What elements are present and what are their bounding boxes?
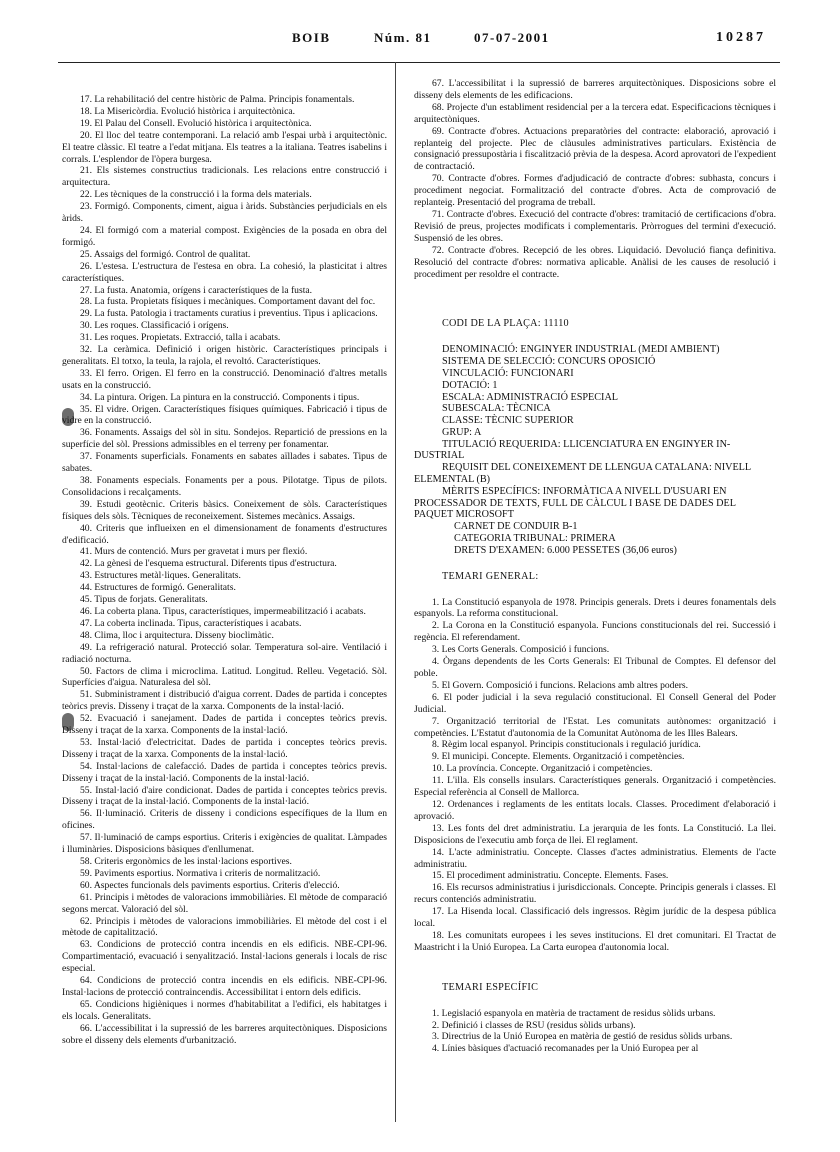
- plaza-detail-line: MÈRITS ESPECÍFICS: INFORMÀTICA A NIVELL D'USUARI EN: [442, 485, 727, 497]
- topic-item: 46. La coberta plana. Tipus, característiques, impermeabilització i acabats.: [80, 605, 366, 617]
- topic-item: 12. Ordenances i reglaments de les entitats locals. Classes. Procediment d'elaboració i aprovació.: [414, 798, 776, 822]
- plaza-detail-line: SISTEMA DE SELECCIÓ: CONCURS OPOSICIÓ: [442, 356, 656, 368]
- topic-item: 17. La Hisenda local. Classificació dels ingressos. Règim jurídic de la despesa pública local.: [414, 906, 776, 930]
- topic-item: 1. Legislació espanyola en matèria de tractament de residus sòlids urbans.: [432, 1007, 716, 1019]
- topic-item: 7. Organització territorial de l'Estat. Les comunitats autònomes: organització i competències. L'Estatut d'autonomia de la Comunitat Autònoma de les Illes Balears.: [414, 715, 776, 739]
- topic-item: 30. Les roques. Classificació i orígens.: [80, 320, 229, 332]
- topic-item: 18. Les comunitats europees i les seves institucions. El dret comunitari. El Tractat de Maastricht i la Unió Europea. La Carta europea d'autonomia local.: [414, 929, 776, 953]
- issue-date: 07-07-2001: [474, 30, 550, 45]
- topic-item: 13. Les fonts del dret administratiu. La jerarquia de les fonts. La Constitució. La llei. Disposicions de l'executiu amb força de llei. El reglament.: [414, 822, 776, 846]
- topic-item: 55. Instal·lació d'aire condicionat. Dades de partida i conceptes teòrics previs. Disseny i traçat de la instal·lació. Components de la instal·lació.: [62, 784, 387, 808]
- topic-item: 44. Estructures de formigó. Generalitats.: [80, 582, 236, 594]
- topic-item: 25. Assaigs del formigó. Control de qualitat.: [80, 248, 251, 260]
- plaza-detail-line: VINCULACIÓ: FUNCIONARI: [442, 367, 574, 379]
- topic-item: 63. Condicions de protecció contra incendis en els edificis. NBE-CPI-96. Compartimentació, evacuació i senyalització. Instal·lacions generals i locals de risc especial.: [62, 939, 387, 975]
- topic-item: 45. Tipus de forjats. Generalitats.: [80, 594, 208, 606]
- temari-especific-list: [414, 1008, 776, 1056]
- topic-item: 18. La Misericòrdia. Evolució històrica i arquitectònica.: [80, 105, 295, 117]
- topic-item: 15. El procediment administratiu. Concepte. Elements. Fases.: [432, 870, 669, 882]
- topic-item: 68. Projecte d'un establiment residencial per a la tercera edat. Especificacions tècniques i arquitectòniques.: [414, 101, 776, 125]
- plaza-detail-line: CARNET DE CONDUIR B-1: [454, 521, 578, 533]
- topic-item: 32. La ceràmica. Definició i origen històric. Característiques principals i generalitats. El totxo, la teula, la rajola, el revoltó. Característiques.: [62, 344, 387, 367]
- header-rule: [58, 62, 780, 63]
- topic-item: 61. Principis i mètodes de valoracions immobiliàries. El mètode de comparació segons mercat. Valoració del sòl.: [62, 891, 387, 915]
- topic-item: 26. L'estesa. L'estructura de l'estesa en obra. La cohesió, la plasticitat i altres característiques.: [62, 260, 387, 284]
- topic-item: 2. La Corona en la Constitució espanyola. Funcions constitucionals del rei. Successió i regència. El referendament.: [414, 620, 776, 644]
- topic-item: 10. La província. Concepte. Organització i competències.: [432, 763, 653, 775]
- plaza-detail-line: GRUP: A: [442, 426, 482, 438]
- topic-item: 33. El ferro. Origen. El ferro en la construcció. Denominació d'altres metalls usats en la construcció.: [62, 367, 387, 391]
- topic-item: 31. Les roques. Propietats. Extracció, talla i acabats.: [80, 332, 281, 344]
- topic-item: 42. La gènesi de l'esquema estructural. Diferents tipus d'estructura.: [80, 558, 337, 570]
- plaza-detail-line: TITULACIÓ REQUERIDA: LLICENCIATURA EN ENGINYER IN-: [442, 438, 731, 450]
- topic-item: 11. L'illa. Els consells insulars. Característiques generals. Organització i competències. Especial referència al Consell de Mallorca.: [414, 775, 776, 799]
- topic-list-continued: [414, 78, 776, 280]
- topic-item: 9. El municipi. Concepte. Elements. Organització i competències.: [432, 751, 685, 763]
- topic-item: 2. Definició i classes de RSU (residus sòlids urbans).: [432, 1019, 636, 1031]
- plaza-detail-line: DENOMINACIÓ: ENGINYER INDUSTRIAL (MEDI AMBIENT): [442, 344, 720, 356]
- topic-item: 23. Formigó. Components, ciment, aigua i àrids. Substàncies perjudicials en els àrids.: [62, 201, 387, 225]
- topic-item: 34. La pintura. Origen. La pintura en la construcció. Components i tipus.: [80, 391, 360, 403]
- topic-item: 50. Factors de clima i microclima. Latitud. Longitud. Relleu. Vegetació. Sòl. Superfícies d'aigua. Naturalesa del sòl.: [62, 665, 387, 689]
- topic-item: 16. Els recursos administratius i jurisdiccionals. Concepte. Principis generals i classes. El recurs contenciós administratiu.: [414, 882, 776, 906]
- temari-general-title: TEMARI GENERAL:: [442, 570, 539, 582]
- page-number: 10287: [716, 30, 766, 45]
- topic-item: 41. Murs de contenció. Murs per gravetat i murs per flexió.: [80, 546, 308, 558]
- topic-item: 69. Contracte d'obres. Actuacions preparatòries del contracte: elaboració, aprovació i replanteig del projecte. Plec de clàusules administratives particulars. Existència de consignació pressupostària i fiscalització prèvia de la despesa. Acord aprovatori de l'expedient de contractació.: [414, 125, 776, 173]
- topic-item: 60. Aspectes funcionals dels paviments esportius. Criteris d'elecció.: [80, 879, 340, 891]
- plaza-detail-line: DRETS D'EXAMEN: 6.000 PESSETES (36,06 euros): [454, 544, 677, 556]
- topic-item: 70. Contracte d'obres. Formes d'adjudicació de contracte d'obres: subhasta, concurs i procediment negociat. Formalització del contracte d'obres. Acta de comprovació de replanteig. Presentació del programa de treball.: [414, 173, 776, 209]
- topic-item: 8. Règim local espanyol. Principis constitucionals i regulació jurídica.: [432, 739, 701, 751]
- publication-name: BOIB: [292, 30, 331, 45]
- topic-item: 4. Línies bàsiques d'actuació recomanades per la Unió Europea per al: [432, 1043, 699, 1055]
- topic-item: 4. Òrgans dependents de les Corts Generals: El Tribunal de Comptes. El defensor del poble.: [414, 656, 776, 679]
- topic-item: 1. La Constitució espanyola de 1978. Principis generals. Drets i deures fonamentals dels espanyols. La reforma constitucional.: [414, 596, 776, 620]
- topic-item: 36. Fonaments. Assaigs del sòl in situ. Sondejos. Repartició de pressions en la superfície del sòl. Pressions admissibles en el terreny per fonamentar.: [62, 427, 387, 451]
- plaza-detail-line: DUSTRIAL: [414, 450, 465, 462]
- plaza-detail-line: REQUISIT DEL CONEIXEMENT DE LLENGUA CATALANA: NIVELL: [442, 462, 752, 474]
- topic-item: 57. Il·luminació de camps esportius. Criteris i exigències de qualitat. Làmpades i lluminàries. Disposicions bàsiques d'enllumenat.: [62, 832, 387, 856]
- plaza-code: CODI DE LA PLAÇA: 11110: [442, 318, 569, 330]
- plaza-detail-line: CLASSE: TÈCNIC SUPERIOR: [442, 415, 574, 427]
- right-column: [414, 78, 776, 1055]
- plaza-detail-line: ELEMENTAL (B): [414, 474, 491, 486]
- topic-item: 59. Paviments esportius. Normativa i criteris de normalització.: [80, 867, 321, 879]
- topic-item: 58. Criteris ergonòmics de les instal·lacions esportives.: [80, 856, 292, 867]
- topic-item: 71. Contracte d'obres. Execució del contracte d'obres: tramitació de certificacions d'obra. Revisió de preus, projectes modificats i complementaris. Pròrrogues del termini d'execució. Suspensió de les obres.: [414, 208, 776, 244]
- topic-item: 20. El lloc del teatre contemporani. La relació amb l'espai urbà i arquitectònic. El teatre clàssic. El teatre a l'edat mitjana. Els teatres a la italiana. Teatres isabelins i corrals. L'esplendor de l'òpera burgesa.: [62, 129, 387, 165]
- topic-item: 6. El poder judicial i la seva regulació constitucional. El Consell General del Poder Judicial.: [414, 691, 776, 715]
- temari-especific-title: TEMARI ESPECÍFIC: [442, 981, 539, 993]
- topic-item: 28. La fusta. Propietats físiques i mecàniques. Comportament davant del foc.: [80, 296, 376, 308]
- topic-item: 14. L'acte administratiu. Concepte. Classes d'actes administratius. Elements de l'acte administratiu.: [414, 846, 776, 870]
- topic-item: 35. El vidre. Origen. Característiques físiques químiques. Fabricació i tipus de vidre en la construcció.: [62, 403, 387, 427]
- topic-item: 47. La coberta inclinada. Tipus, característiques i acabats.: [80, 617, 302, 629]
- topic-item: 53. Instal·lació d'electricitat. Dades de partida i conceptes teòrics previs. Disseny i traçat de la xarxa. Components de la instal·lació.: [62, 736, 387, 760]
- topic-item: 17. La rehabilitació del centre històric de Palma. Principis fonamentals.: [80, 94, 355, 105]
- topic-item: 39. Estudi geotècnic. Criteris bàsics. Coneixement de sòls. Característiques físiques dels sòls. Tècniques de reconeixement. Sistemes mecànics. Assaigs.: [62, 498, 387, 522]
- topic-item: 62. Principis i mètodes de valoracions immobiliàries. El mètode del cost i el mètode de capitalització.: [62, 915, 387, 939]
- topic-item: 37. Fonaments superficials. Fonaments en sabates aïllades i sabates. Tipus de sabates.: [62, 451, 387, 475]
- topic-item: 3. Directrius de la Unió Europea en matèria de gestió de residus sòlids urbans.: [432, 1031, 733, 1043]
- topic-item: 3. Les Corts Generals. Composició i funcions.: [432, 644, 610, 656]
- topic-item: 21. Els sistemes constructius tradicionals. Les relacions entre construcció i arquitectura.: [62, 165, 387, 189]
- plaza-detail-line: DOTACIÓ: 1: [442, 379, 498, 391]
- topic-item: 54. Instal·lacions de calefacció. Dades de partida i conceptes teòrics previs. Disseny i traçat de la instal·lació. Components de la instal·lació.: [62, 760, 387, 784]
- plaza-detail-line: PAQUET MICROSOFT: [414, 509, 514, 521]
- topic-item: 51. Subministrament i distribució d'aigua corrent. Dades de partida i conceptes teòrics previs. Disseny i traçat de la xarxa. Components de la instal·lació.: [62, 689, 387, 713]
- column-divider: [395, 62, 396, 1122]
- topic-item: 49. La refrigeració natural. Protecció solar. Temperatura sol-aire. Ventilació i radiació nocturna.: [62, 641, 387, 665]
- topic-item: 65. Condicions higièniques i normes d'habitabilitat a l'edifici, els habitatges i els locals. Generalitats.: [62, 998, 387, 1022]
- topic-item: 24. El formigó com a material compost. Exigències de la posada en obra del formigó.: [62, 224, 387, 248]
- plaza-details: [414, 344, 776, 556]
- topic-item: 27. La fusta. Anatomia, orígens i característiques de la fusta.: [80, 284, 313, 296]
- topic-item: 29. La fusta. Patologia i tractaments curatius i preventius. Tipus i aplicacions.: [80, 308, 378, 320]
- plaza-detail-line: SUBESCALA: TÈCNICA: [442, 403, 551, 415]
- plaza-detail-line: CATEGORIA TRIBUNAL: PRIMERA: [454, 533, 616, 545]
- topic-item: 67. L'accessibilitat i la supressió de barreres arquitectòniques. Disposicions sobre el disseny dels elements de les edificacions.: [414, 78, 776, 101]
- plaza-detail-line: ESCALA: ADMINISTRACIÓ ESPECIAL: [442, 391, 619, 403]
- issue-number: Núm. 81: [374, 30, 432, 45]
- topic-item: 5. El Govern. Composició i funcions. Relacions amb altres poders.: [432, 679, 689, 691]
- plaza-detail-line: PROCESSADOR DE TEXTS, FULL DE CÀLCUL I BASE DE DADES DEL: [414, 497, 736, 509]
- page-header: [0, 30, 840, 60]
- temari-general-list: [414, 597, 776, 954]
- left-column: [62, 94, 387, 1047]
- topic-item: 22. Les tècniques de la construcció i la forma dels materials.: [80, 189, 312, 201]
- topic-item: 66. L'accessibilitat i la supressió de les barreres arquitectòniques. Disposicions sobre el disseny dels elements d'urbanització.: [62, 1022, 387, 1046]
- topic-item: 72. Contracte d'obres. Recepció de les obres. Liquidació. Devolució fiança definitiva. Resolució del contracte d'obres: normativa aplicable. Anàlisi de les causes de resolució i procediment per resoldre el contracte.: [414, 244, 776, 280]
- topic-item: 43. Estructures metàl·liques. Generalitats.: [80, 570, 241, 582]
- topic-item: 64. Condicions de protecció contra incendis en els edificis. NBE-CPI-96. Instal·lacions de protecció contraincendis. Accessibilitat i entorn dels edificis.: [62, 975, 387, 998]
- topic-item: 38. Fonaments especials. Fonaments per a pous. Pilotatge. Tipus de pilots. Consolidacions i recalçaments.: [62, 475, 387, 498]
- topic-item: 19. El Palau del Consell. Evolució històrica i arquitectònica.: [80, 117, 312, 129]
- topic-item: 52. Evacuació i sanejament. Dades de partida i conceptes teòrics previs. Disseny i traçat de la xarxa. Components de la instal·lació.: [62, 713, 387, 737]
- topic-item: 40. Criteris que influeixen en el dimensionament de fonaments d'estructures d'edificació.: [62, 522, 387, 546]
- topic-item: 48. Clima, lloc i arquitectura. Disseny bioclimàtic.: [80, 629, 274, 641]
- topic-item: 56. Il·luminació. Criteris de disseny i condicions específiques de la llum en oficines.: [62, 808, 387, 832]
